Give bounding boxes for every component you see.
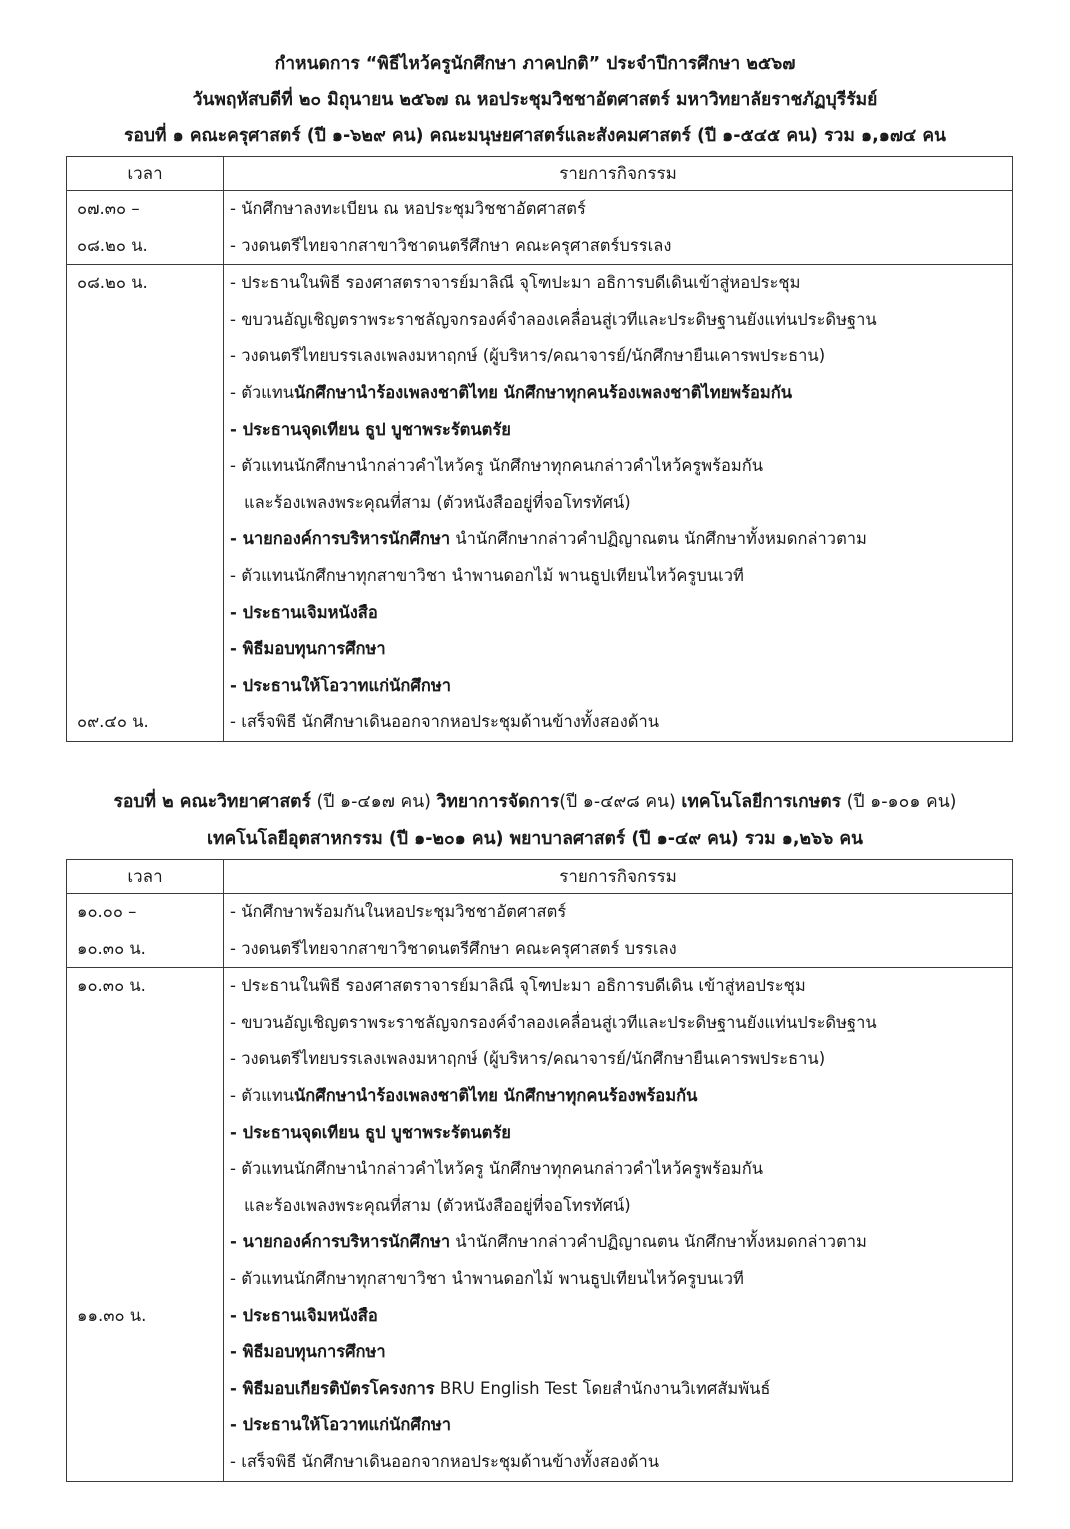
time-end: ๐๙.๔๐ น. xyxy=(77,712,149,732)
table-row xyxy=(67,191,1013,265)
activity-cell xyxy=(224,894,1013,968)
time-end: ๑๐.๓๐ น. xyxy=(77,938,146,958)
activity-item: - ประธานในพิธี รองศาสตราจารย์มาลิณี จุโฑปะมา อธิการบดีเดินเข้าสู่หอประชุม xyxy=(230,273,801,293)
time-cell xyxy=(67,894,224,968)
time-end: ๑๑.๓๐ น. xyxy=(77,1305,147,1325)
activity-item: - ประธานเจิมหนังสือ xyxy=(230,602,378,622)
time-cell xyxy=(67,968,224,1481)
activity-item xyxy=(230,1371,1012,1408)
activity-item: - ประธานเจิมหนังสือ xyxy=(230,1305,378,1325)
table-header-row xyxy=(67,157,1013,191)
activity-item-continuation: และร้องเพลงพระคุณที่สาม (ตัวหนังสืออยู่ที่จอโทรทัศน์) xyxy=(244,492,631,512)
activity-item: - ประธานให้โอวาทแก่นักศึกษา xyxy=(230,1415,452,1435)
time-start: ๑๐.๓๐ น. xyxy=(77,976,146,996)
round2-schedule-table xyxy=(66,859,1013,1482)
round2-heading-part: (ปี ๑-๔๙๘ คน) xyxy=(559,792,682,812)
activity-item: - ประธานจุดเทียน ธูป บูชาพระรัตนตรัย xyxy=(230,1122,511,1142)
round2-heading-part: รอบที่ ๒ คณะวิทยาศาสตร์ xyxy=(113,792,311,812)
activity-cell xyxy=(224,265,1013,742)
activity-item-prefix: - ตัวแทน xyxy=(230,382,294,402)
activity-item-rest: BRU English Test โดยสำนักงานวิเทศสัมพันธ์ xyxy=(434,1378,771,1398)
time-start: ๐๗.๓๐ – xyxy=(77,199,140,218)
table-row xyxy=(67,894,1013,968)
round2-heading-part: วิทยาการจัดการ xyxy=(436,792,560,812)
time-start: ๐๘.๒๐ น. xyxy=(77,273,148,293)
activity-item-bold: - นายกองค์การบริหารนักศึกษา xyxy=(230,1232,451,1252)
activity-item: - ประธานให้โอวาทแก่นักศึกษา xyxy=(230,675,452,695)
activity-item: - ประธานจุดเทียน ธูป บูชาพระรัตนตรัย xyxy=(230,419,511,439)
activity-item: - วงดนตรีไทยจากสาขาวิชาดนตรีศึกษา คณะครุศาสตร์บรรเลง xyxy=(230,235,672,255)
table-row xyxy=(67,265,1013,742)
time-end: ๐๘.๒๐ น. xyxy=(77,235,148,255)
activity-item-bold: นักศึกษานำร้องเพลงชาติไทย นักศึกษาทุกคนร้องเพลงชาติไทยพร้อมกัน xyxy=(293,382,793,402)
activity-item xyxy=(230,1078,1012,1115)
time-cell xyxy=(67,265,224,742)
activity-item-continuation: และร้องเพลงพระคุณที่สาม (ตัวหนังสืออยู่ที่จอโทรทัศน์) xyxy=(244,1195,631,1215)
date-place-line: วันพฤหัสบดีที่ ๒๐ มิถุนายน ๒๕๖๗ ณ หอประชุมวิชชาอัตศาสตร์ มหาวิทยาลัยราชภัฏบุรีรัมย์ xyxy=(192,90,878,110)
activity-item: - เสร็จพิธี นักศึกษาเดินออกจากหอประชุมด้านข้างทั้งสองด้าน xyxy=(230,1451,660,1471)
activity-item: - ตัวแทนนักศึกษาทุกสาขาวิชา นำพานดอกไม้ พานธูปเทียนไหว้ครูบนเวที xyxy=(230,565,744,585)
activity-item-bold: นักศึกษานำร้องเพลงชาติไทย นักศึกษาทุกคนร้องพร้อมกัน xyxy=(293,1085,698,1105)
activity-item: - ขบวนอัญเชิญตราพระราชลัญจกรองค์จำลองเคลื่อนสู่เวทีและประดิษฐานยังแท่นประดิษฐาน xyxy=(230,309,877,329)
activity-item: - พิธีมอบทุนการศึกษา xyxy=(230,639,386,659)
table-header-row xyxy=(67,860,1013,894)
activity-item: - ขบวนอัญเชิญตราพระราชลัญจกรองค์จำลองเคลื่อนสู่เวทีและประดิษฐานยังแท่นประดิษฐาน xyxy=(230,1012,877,1032)
activity-cell xyxy=(224,968,1013,1481)
round1-schedule-table xyxy=(66,156,1013,742)
activity-item: - วงดนตรีไทยจากสาขาวิชาดนตรีศึกษา คณะครุศาสตร์ บรรเลง xyxy=(230,938,677,958)
activity-cell xyxy=(224,191,1013,265)
activity-item: - เสร็จพิธี นักศึกษาเดินออกจากหอประชุมด้านข้างทั้งสองด้าน xyxy=(230,712,660,732)
activity-item: - ประธานในพิธี รองศาสตราจารย์มาลิณี จุโฑปะมา อธิการบดีเดิน เข้าสู่หอประชุม xyxy=(230,976,806,996)
col-activity-header: รายการกิจกรรม xyxy=(224,860,1013,894)
round2-heading-part: เทคโนโลยีการเกษตร xyxy=(681,792,842,812)
col-time-header: เวลา xyxy=(67,157,224,191)
activity-item: - พิธีมอบทุนการศึกษา xyxy=(230,1342,386,1362)
time-cell xyxy=(67,191,224,265)
activity-item-rest: นำนักศึกษากล่าวคำปฏิญาณตน นักศึกษาทั้งหมดกล่าวตาม xyxy=(450,529,867,549)
activity-item: - ตัวแทนนักศึกษานำกล่าวคำไหว้ครู นักศึกษาทุกคนกล่าวคำไหว้ครูพร้อมกัน xyxy=(230,456,764,476)
activity-item: - นักศึกษาลงทะเบียน ณ หอประชุมวิชชาอัตศาสตร์ xyxy=(230,199,586,218)
activity-item xyxy=(230,375,1012,412)
activity-item xyxy=(230,1224,1012,1261)
activity-item-rest: นำนักศึกษากล่าวคำปฏิญาณตน นักศึกษาทั้งหมดกล่าวตาม xyxy=(450,1232,867,1252)
activity-item: - วงดนตรีไทยบรรเลงเพลงมหาฤกษ์ (ผู้บริหาร/คณาจารย์/นักศึกษายืนเคารพประธาน) xyxy=(230,346,826,366)
activity-item: - วงดนตรีไทยบรรเลงเพลงมหาฤกษ์ (ผู้บริหาร/คณาจารย์/นักศึกษายืนเคารพประธาน) xyxy=(230,1049,826,1069)
activity-item: - นักศึกษาพร้อมกันในหอประชุมวิชชาอัตศาสตร์ xyxy=(230,902,567,921)
activity-item-bold: - พิธีมอบเกียรติบัตรโครงการ xyxy=(230,1378,435,1398)
activity-item-prefix: - ตัวแทน xyxy=(230,1085,294,1105)
activity-item xyxy=(230,521,1012,558)
document-title: กำหนดการ “พิธีไหว้ครูนักศึกษา ภาคปกติ” ประจำปีการศึกษา ๒๕๖๗ xyxy=(274,54,796,74)
activity-item-bold: - นายกองค์การบริหารนักศึกษา xyxy=(230,529,451,549)
round2-heading-part: (ปี ๑-๔๑๗ คน) xyxy=(310,792,437,812)
activity-item: - ตัวแทนนักศึกษาทุกสาขาวิชา นำพานดอกไม้ พานธูปเทียนไหว้ครูบนเวที xyxy=(230,1268,744,1288)
time-start: ๑๐.๐๐ – xyxy=(77,902,137,921)
table-row xyxy=(67,968,1013,1481)
round1-heading: รอบที่ ๑ คณะครุศาสตร์ (ปี ๑-๖๒๙ คน) คณะมนุษยศาสตร์และสังคมศาสตร์ (ปี ๑-๕๔๕ คน) รวม ๑,๑๗๔ คน xyxy=(123,126,947,146)
col-activity-header: รายการกิจกรรม xyxy=(224,157,1013,191)
col-time-header: เวลา xyxy=(67,860,224,894)
round2-heading-line1 xyxy=(0,784,1070,820)
activity-item: - ตัวแทนนักศึกษานำกล่าวคำไหว้ครู นักศึกษาทุกคนกล่าวคำไหว้ครูพร้อมกัน xyxy=(230,1159,764,1179)
round2-heading-line2: เทคโนโลยีอุตสาหกรรม (ปี ๑-๒๐๑ คน) พยาบาลศาสตร์ (ปี ๑-๔๙ คน) รวม ๑,๒๖๖ คน xyxy=(206,829,863,849)
round2-heading-part: (ปี ๑-๑๐๑ คน) xyxy=(841,792,957,812)
